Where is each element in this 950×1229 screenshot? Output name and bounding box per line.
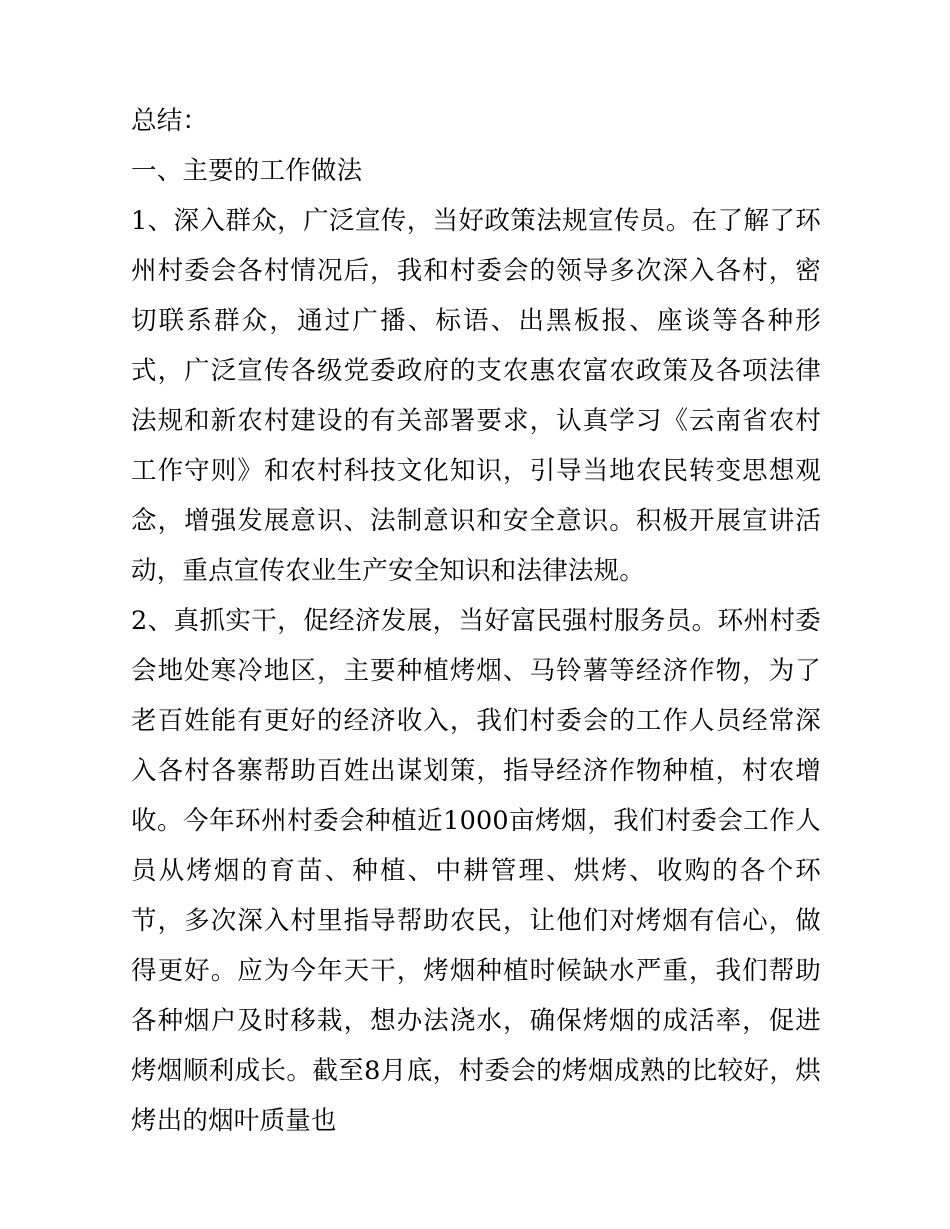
document-body: [131, 96, 821, 1146]
paragraph-title-summary: 总结：: [131, 106, 209, 136]
paragraph-section-heading-1: 一、主要的工作做法: [131, 156, 363, 186]
paragraph-item-2: 2、真抓实干，促经济发展，当好富民强村服务员。环州村委会地处寒冷地区，主要种植烤烟、马铃薯等经济作物，为了老百姓能有更好的经济收入，我们村委会的工作人员经常深入各村各寨帮助百姓出谋划策，指导经济作物种植，村农增收。今年环州村委会种植近1000亩烤烟，我们村委会工作人员从烤烟的育苗、种植、中耕管理、烘烤、收购的各个环节，多次深入村里指导帮助农民，让他们对烤烟有信心，做得更好。应为今年天干，烤烟种植时候缺水严重，我们帮助各种烟户及时移栽，想办法浇水，确保烤烟的成活率，促进烤烟顺利成长。截至8月底，村委会的烤烟成熟的比较好，烘烤出的烟叶质量也: [131, 606, 821, 1136]
paragraph-item-1: 1、深入群众，广泛宣传，当好政策法规宣传员。在了解了环州村委会各村情况后，我和村委会的领导多次深入各村，密切联系群众，通过广播、标语、出黑板报、座谈等各种形式，广泛宣传各级党委政府的支农惠农富农政策及各项法律法规和新农村建设的有关部署要求，认真学习《云南省农村工作守则》和农村科技文化知识，引导当地农民转变思想观念，增强发展意识、法制意识和安全意识。积极开展宣讲活动，重点宣传农业生产安全知识和法律法规。: [131, 206, 821, 586]
